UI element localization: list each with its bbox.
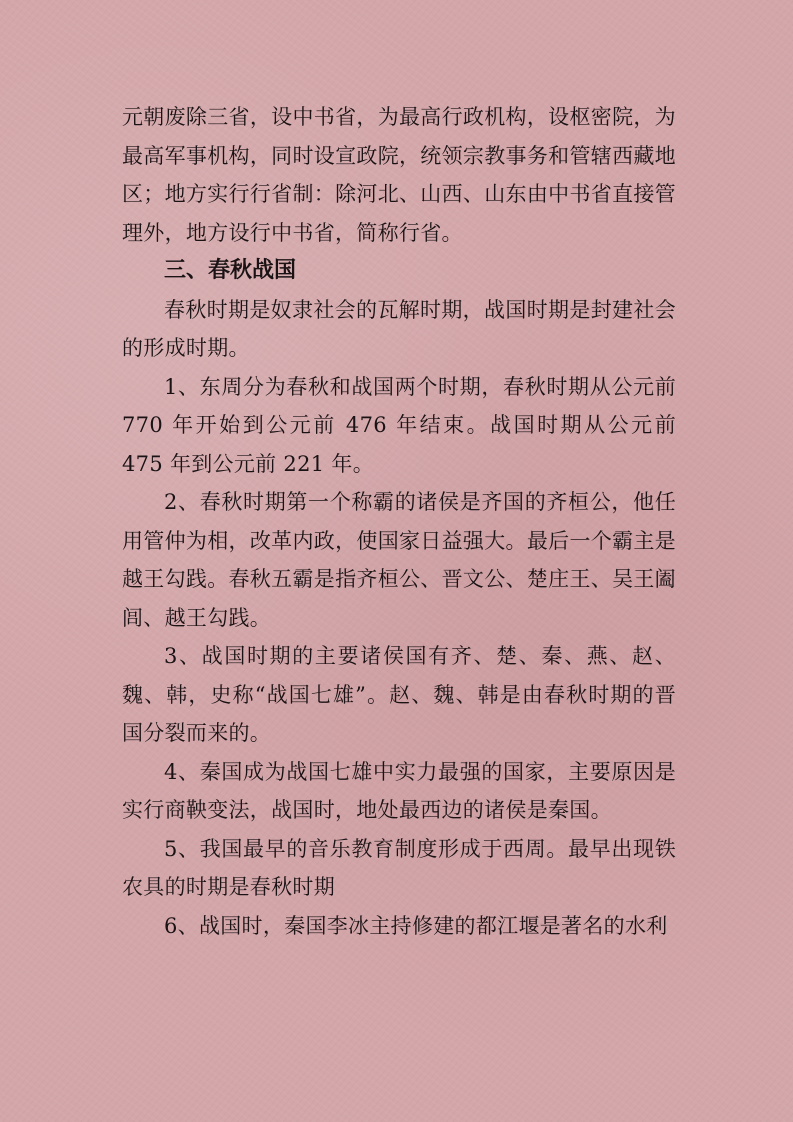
paragraph-intro: 春秋时期是奴隶社会的瓦解时期，战国时期是封建社会的形成时期。 <box>122 297 676 360</box>
paragraph-item-1: 1、东周分为春秋和战国两个时期，春秋时期从公元前 770 年开始到公元前 476 年结束。战国时期从公元前 475 年到公元前 221 年。 <box>122 374 676 476</box>
paragraph-item-2: 2、春秋时期第一个称霸的诸侯是齐国的齐桓公，他任用管仲为相，改革内政，使国家日益强大。最后一个霸主是越王勾践。春秋五霸是指齐桓公、晋文公、楚庄王、吴王阖闾、越王勾践。 <box>122 490 676 630</box>
document-body <box>122 98 676 945</box>
paragraph-yuan-administration: 元朝废除三省，设中书省，为最高行政机构，设枢密院，为最高军事机构，同时设宣政院，统领宗教事务和管辖西藏地区；地方实行行省制：除河北、山西、山东由中书省直接管理外，地方设行中书省，简称行省。 <box>122 105 676 245</box>
section-heading-chunqiu-zhanguo: 三、春秋战国 <box>164 258 297 283</box>
paragraph-item-5: 5、我国最早的音乐教育制度形成于西周。最早出现铁农具的时期是春秋时期 <box>122 836 676 899</box>
paragraph-item-4: 4、秦国成为战国七雄中实力最强的国家，主要原因是实行商鞅变法，战国时，地处最西边的诸侯是秦国。 <box>122 759 676 822</box>
paragraph-item-6: 6、战国时，秦国李冰主持修建的都江堰是著名的水利 <box>164 913 668 938</box>
paragraph-item-3: 3、战国时期的主要诸侯国有齐、楚、秦、燕、赵、魏、韩，史称“战国七雄”。赵、魏、韩是由春秋时期的晋国分裂而来的。 <box>122 644 676 745</box>
